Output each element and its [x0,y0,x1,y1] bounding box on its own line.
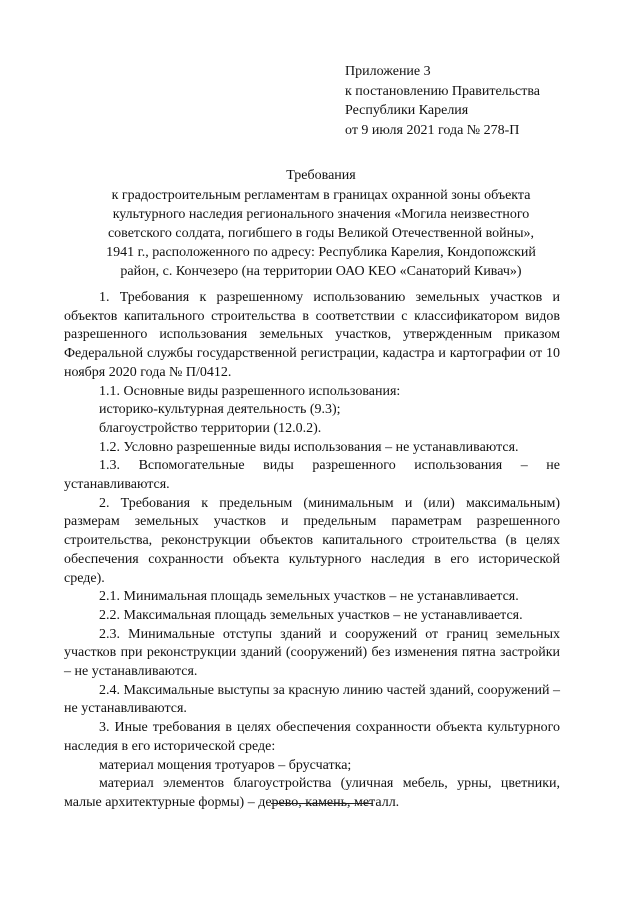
paragraph-2-4: 2.4. Максимальные выступы за красную линию частей зданий, сооружений – не устанавливаются. [64,682,560,717]
appendix-reference [345,62,540,140]
paragraph-1-1-item: историко-культурная деятельность (9.3); [99,402,341,418]
document-body [64,289,560,813]
paragraph-2-1: 2.1. Минимальная площадь земельных участков – не устанавливается. [99,589,519,605]
title-line: культурного наследия регионального значения «Могила неизвестного [112,207,530,222]
paragraph-2-2: 2.2. Максимальная площадь земельных участков – не устанавливается. [99,607,523,623]
title-line: район, с. Кончезеро (на территории ОАО КЕО «Санаторий Кивач») [120,264,522,279]
appendix-number: Приложение 3 [345,64,431,79]
appendix-republic: Республики Карелия [345,103,469,118]
paragraph-1-1: 1.1. Основные виды разрешенного использования: [99,383,401,399]
title-line: к градостроительным регламентам в границах охранной зоны объекта [111,188,531,203]
paragraph-1: 1. Требования к разрешенному использованию земельных участков и объектов капитального строительства в соответствии с классификатором видов разрешенного использования земельных участков, утвержденным приказом Федеральной службы государственной регистрации, кадастра и картографии от 10 ноября 2020 года № П/0412. [64,290,560,380]
paragraph-3: 3. Иные требования в целях обеспечения сохранности объекта культурного наследия в его исторической среде: [64,720,560,754]
paragraph-1-3: 1.3. Вспомогательные виды разрешенного использования – не устанавливаются. [64,458,560,493]
paragraph-1-2: 1.2. Условно разрешенные виды использования – не устанавливаются. [99,439,519,455]
paragraph-3-item: материал элементов благоустройства (уличная мебель, урны, цветники, малые архитектурные формы) – дерево, камень, металл. [64,776,560,810]
title-line: 1941 г., расположенного по адресу: Республика Карелия, Кондопожский [106,245,536,260]
paragraph-2: 2. Требования к предельным (минимальным и (или) максимальным) размерам земельных участков и предельным параметрам разрешенного строительства, реконструкции объектов капитального строительства (в целях обеспечения сохранности объекта культурного наследия в его исторической среде). [64,495,560,586]
title-line: советского солдата, погибшего в годы Великой Отечественной войны», [107,226,535,241]
document-title [82,166,560,281]
closing-divider-line [271,803,373,804]
appendix-resolution: к постановлению Правительства [345,83,541,99]
appendix-date-number: от 9 июля 2021 года № 278-П [345,122,520,138]
title-heading: Требования [286,168,356,183]
paragraph-3-item: материал мощения тротуаров – брусчатка; [99,757,352,773]
paragraph-1-1-item: благоустройство территории (12.0.2). [99,420,322,436]
paragraph-2-3: 2.3. Минимальные отступы зданий и сооружений от границ земельных участков при реконструкции зданий (сооружений) без изменения пятна застройки – не устанавливаются. [64,626,560,680]
